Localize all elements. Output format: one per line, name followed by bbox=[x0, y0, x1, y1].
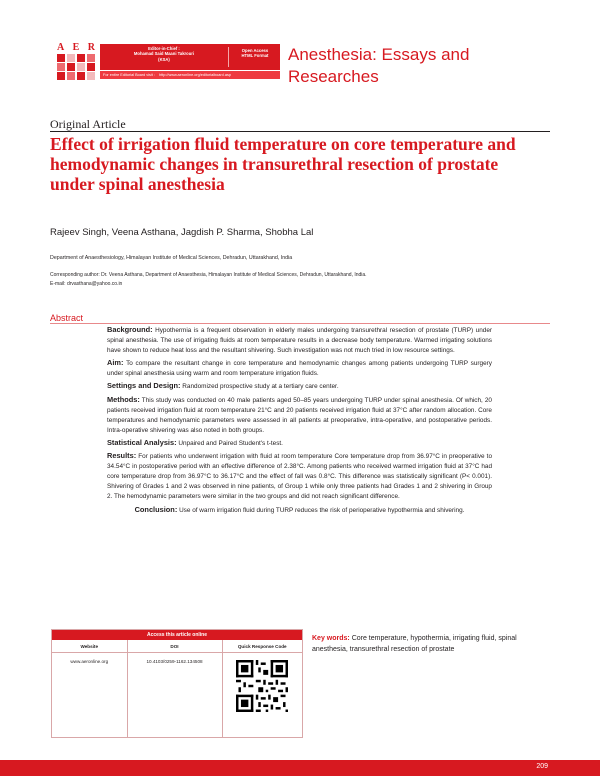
section-heading: Background: bbox=[107, 325, 153, 334]
article-title: Effect of irrigation fluid temperature on core temperature and hemodynamic changes in transurethral resection of prostate under spinal anesthesia bbox=[50, 134, 516, 194]
journal-title bbox=[288, 44, 528, 88]
abstract-heading: Abstract bbox=[50, 313, 84, 323]
author-list: Rajeev Singh, Veena Asthana, Jagdish P. Sharma, Shobha Lal bbox=[50, 227, 314, 238]
editor-name: Mohamad Said Maani Takrouri bbox=[133, 51, 195, 57]
section-heading: Statistical Analysis: bbox=[107, 437, 177, 447]
page-number: 209 bbox=[536, 763, 548, 770]
access-title: Access this article online bbox=[52, 630, 302, 640]
journal-title-line1: Anesthesia: Essays and bbox=[288, 45, 470, 64]
qr-header: Quick Response Code bbox=[222, 640, 302, 653]
author-email[interactable]: E-mail: drvasthana@yahoo.co.in bbox=[50, 281, 123, 287]
section-heading: Conclusion: bbox=[134, 504, 178, 514]
abstract-section bbox=[107, 505, 492, 516]
doi-header: DOI bbox=[127, 640, 222, 653]
logo-letter: E bbox=[72, 42, 80, 53]
abstract-section bbox=[107, 358, 492, 379]
divider bbox=[50, 323, 550, 324]
website-link[interactable]: www.aeronline.org bbox=[52, 653, 127, 738]
section-text: To compare the resultant change in core temperature and hemodynamic changes among patients undergoing TURP surgery under spinal anesthesia using warm and room temperature irrigation fluids. bbox=[107, 360, 492, 378]
affiliation: Department of Anaesthesiology, Himalayan Institute of Medical Sciences, Dehradun, Uttarakhand, India bbox=[50, 255, 293, 261]
article-type: Original Article bbox=[50, 117, 126, 131]
abstract-body bbox=[107, 325, 492, 518]
html-format-label: HTML Format bbox=[241, 53, 269, 59]
access-table bbox=[52, 640, 302, 737]
section-text: Unpaired and Paired Student's t-test. bbox=[178, 439, 283, 447]
logo-letter: R bbox=[87, 42, 95, 53]
website-header: Website bbox=[52, 640, 127, 653]
editorial-board-bar bbox=[100, 71, 280, 79]
journal-logo bbox=[57, 44, 95, 80]
abstract-section bbox=[107, 395, 492, 436]
open-access-label: Open Access bbox=[241, 48, 269, 53]
section-heading: Results: bbox=[107, 451, 137, 461]
abstract-section bbox=[107, 451, 492, 502]
logo-grid-icon bbox=[57, 54, 95, 80]
doi-value[interactable]: 10.4103/0259-1162.134508 bbox=[127, 653, 222, 738]
abstract-section bbox=[107, 325, 492, 356]
board-label: For entire Editorial Board visit : bbox=[103, 73, 155, 77]
correspondence bbox=[50, 271, 367, 289]
qr-cell bbox=[222, 653, 302, 738]
section-text: Randomized prospective study at a tertiary care center. bbox=[182, 383, 339, 391]
section-heading: Settings and Design: bbox=[107, 381, 181, 391]
qr-code-icon[interactable] bbox=[236, 660, 288, 712]
keywords-label: Key words: bbox=[312, 635, 350, 642]
abstract-section bbox=[107, 381, 492, 392]
section-heading: Methods: bbox=[107, 394, 140, 404]
section-text: For patients who underwent irrigation with fluid at room temperature Core temperature drop from 36.97°C in preoperative to 34.54°C in postoperative period with an effective difference of 2.38°C. Among patients who received warmed irrigation fluid at 37°C had core temperature drop from 36.97°C to 36.17°C and the effect of fall was 0.8°C. This difference was statistically significant (P< 0.001). Shivering of Grades 1 and 2 was observed in nine patients, of Group 1 while only three patients had Grades 1 and 2 shivering in Group 2. The hemodynamic parameters were similar in the two groups and did not reach significant difference. bbox=[107, 453, 492, 501]
footer-bar bbox=[0, 760, 600, 776]
divider bbox=[50, 131, 550, 132]
editor-label: Editor-in-Chief : bbox=[148, 46, 180, 51]
section-text: Hypothermia is a frequent observation in elderly males undergoing transurethral resection of prostate (TURP) under spinal anesthesia. The use of irrigating fluids at room temperature results in a decrease body temperature. Warmed irrigating solutions have shown to reduce heat loss and the resultant shivering. Such investigation was not much tried in low resource settings. bbox=[107, 327, 492, 355]
editor-country: (KSA) bbox=[158, 56, 170, 62]
keywords-text: Core temperature, hypothermia, irrigating fluid, spinal anesthesia, transurethral resection of prostate bbox=[312, 635, 517, 653]
divider bbox=[228, 47, 229, 67]
section-heading: Aim: bbox=[107, 358, 124, 368]
corresponding-author: Corresponding author: Dr. Veena Asthana, Department of Anaesthesia, Himalayan Institute of Medical Sciences, Dehradun, Uttarakhand, India. bbox=[50, 272, 367, 278]
logo-letter: A bbox=[57, 42, 65, 53]
abstract-section bbox=[107, 438, 492, 449]
editor-info-bar bbox=[100, 44, 280, 70]
board-link[interactable]: http://www.aeronline.org/editorialboard.asp bbox=[158, 73, 231, 77]
keywords bbox=[312, 633, 517, 655]
section-text: This study was conducted on 40 male patients aged 50–85 years undergoing TURP under spinal anesthesia. Of which, 20 patients received irrigation fluid at room temperature 21°C and 20 patients received irrigation fluid at 37°C after random allocation. Core temperatures and hemodynamic parameters were assessed in all patients at preoperative, intra-operative, and postoperative periods. Intra-operative shivering was also noted in both groups. bbox=[107, 396, 492, 434]
journal-title-line2: Researches bbox=[288, 67, 379, 86]
section-text: Use of warm irrigation fluid during TURP reduces the risk of perioperative hypothermia and shivering. bbox=[179, 506, 465, 514]
access-online-box bbox=[51, 629, 303, 738]
